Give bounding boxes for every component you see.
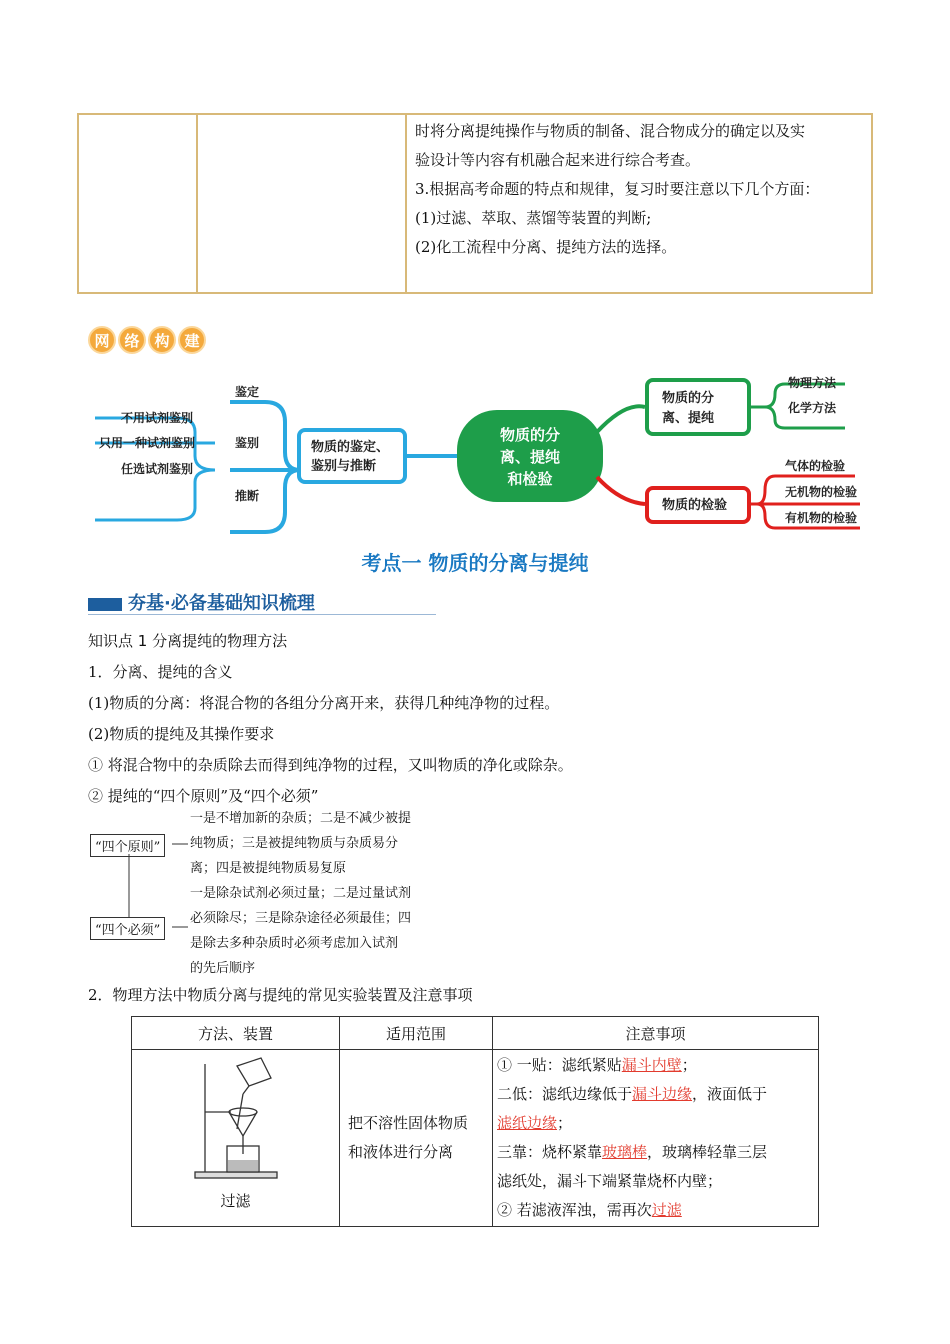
mind-map [85,372,875,542]
text-line: 3.根据高考命题的特点和规律，复习时要注意以下几个方面： [415,180,820,198]
principle-text [190,806,442,981]
node-label: 物质的鉴定、 [311,440,390,455]
badge-char: 构 [148,326,176,354]
text-line: (1)过滤、萃取、蒸馏等装置的判断; [415,209,652,227]
note-line: 滤纸处，漏斗下端紧靠烧杯内壁； [497,1172,723,1190]
branch-label: 鉴定 [235,385,260,399]
leaf-label: 气体的检验 [785,459,846,473]
leaf-label: 不用试剂鉴别 [121,411,194,425]
text-line: 一是除杂试剂必须过量；二是过量试剂 [190,886,412,901]
device-cell [132,1050,340,1227]
section-title: 考点一 物质的分离与提纯 [361,551,589,575]
scope-cell [340,1050,493,1227]
node-identify [299,430,405,482]
note-text: ； [681,1056,697,1074]
note-line [497,1080,817,1109]
principle-box: “四个原则” [90,834,165,857]
center-label: 物质的分 [499,426,561,444]
subheading [88,589,436,615]
badge-char: 网 [88,326,116,354]
answer-text: 过滤 [651,1201,682,1219]
node-label: 物质的检验 [662,498,728,513]
note-line [497,1051,817,1080]
method-table [131,1016,819,1227]
note-text: 三靠：烧杯紧靠 [497,1143,603,1161]
note-line [497,1109,817,1138]
table-cell-text [407,115,871,262]
node-label: 鉴别与推断 [311,459,377,474]
leaf-label: 任选试剂鉴别 [121,462,194,476]
table-header: 注意事项 [493,1017,819,1050]
divider [88,614,436,615]
branch-label: 鉴别 [235,436,260,450]
text-line: (2)化工流程中分离、提纯方法的选择。 [415,238,677,256]
note-text: ，液面低于 [692,1085,768,1103]
text-line: 是除去多种杂质时必须考虑加入试剂 [190,936,399,951]
top-table [77,113,873,294]
device-label: 过滤 [220,1192,251,1210]
text-line: 时将分离提纯操作与物质的制备、混合物成分的确定以及实 [415,122,806,140]
table-cell [79,115,198,292]
text-line: 离；四是被提纯物质易复原 [190,861,347,876]
text-line: 把不溶性固体物质 [348,1114,469,1132]
text-line: 一是不增加新的杂质；二是不减少被提 [190,811,412,826]
subheading-text: 夯基·必备基础知识梳理 [128,593,315,614]
node-label: 离、提纯 [662,411,715,426]
text-line: 必须除尽；三是除杂途径必须最佳；四 [190,911,412,926]
center-label: 和检验 [507,470,553,488]
text-line: 2．物理方法中物质分离与提纯的常见实验装置及注意事项 [88,986,473,1004]
subheading-bar [88,598,122,611]
text-line: 1．分离、提纯的含义 [88,663,233,681]
branch-label: 推断 [235,489,260,503]
center-label: 离、提纯 [499,448,561,466]
note-text: 二低：滤纸边缘低于 [497,1085,633,1103]
table-header: 方法、装置 [132,1017,340,1050]
note-line [497,1196,817,1225]
leaf-label: 有机物的检验 [785,511,858,525]
answer-text: 滤纸边缘 [497,1114,558,1132]
leaf-label: 物理方法 [788,376,837,390]
principle-box: “四个必须” [90,917,165,940]
note-line [497,1138,817,1167]
answer-text: 漏斗内壁 [621,1056,682,1074]
badge-char: 络 [118,326,146,354]
filtration-apparatus-icon [191,1054,281,1184]
text-line: 验设计等内容有机融合起来进行综合考查。 [415,151,701,169]
badge-char: 建 [178,326,206,354]
body-text [88,626,868,812]
note-text: ； [557,1114,573,1132]
note-text: ① 一贴：滤纸紧贴 [497,1056,622,1074]
text-line: (2)物质的提纯及其操作要求 [88,725,275,743]
text-line: ① 将混合物中的杂质除去而得到纯净物的过程，又叫物质的净化或除杂。 [88,756,573,774]
table-cell [198,115,407,292]
text-line: 和液体进行分离 [348,1143,454,1161]
answer-text: 漏斗边缘 [632,1085,693,1103]
leaf-label: 化学方法 [788,401,837,415]
text-line: (1)物质的分离：将混合物的各组分分离开来，获得几种纯净物的过程。 [88,694,560,712]
table-header: 适用范围 [340,1017,493,1050]
principles-connector [88,808,198,978]
node-label: 物质的分 [662,391,715,406]
notes-cell [493,1050,819,1227]
leaf-label: 无机物的检验 [785,485,858,499]
principles-diagram [88,808,448,978]
text-line: ② 提纯的“四个原则”及“四个必须” [88,787,319,805]
table-row [132,1050,819,1227]
answer-text: 玻璃棒 [602,1143,648,1161]
knowledge-point-title: 知识点 1 分离提纯的物理方法 [88,632,288,650]
text-line: 纯物质；三是被提纯物质与杂质易分 [190,836,399,851]
text-line: 的先后顺序 [190,961,256,976]
note-text: ② 若滤液浑浊，需再次 [497,1201,652,1219]
network-badge [88,326,206,356]
note-text: ，玻璃棒轻靠三层 [647,1143,768,1161]
table-header-row [132,1017,819,1050]
leaf-label: 只用一种试剂鉴别 [99,436,196,450]
